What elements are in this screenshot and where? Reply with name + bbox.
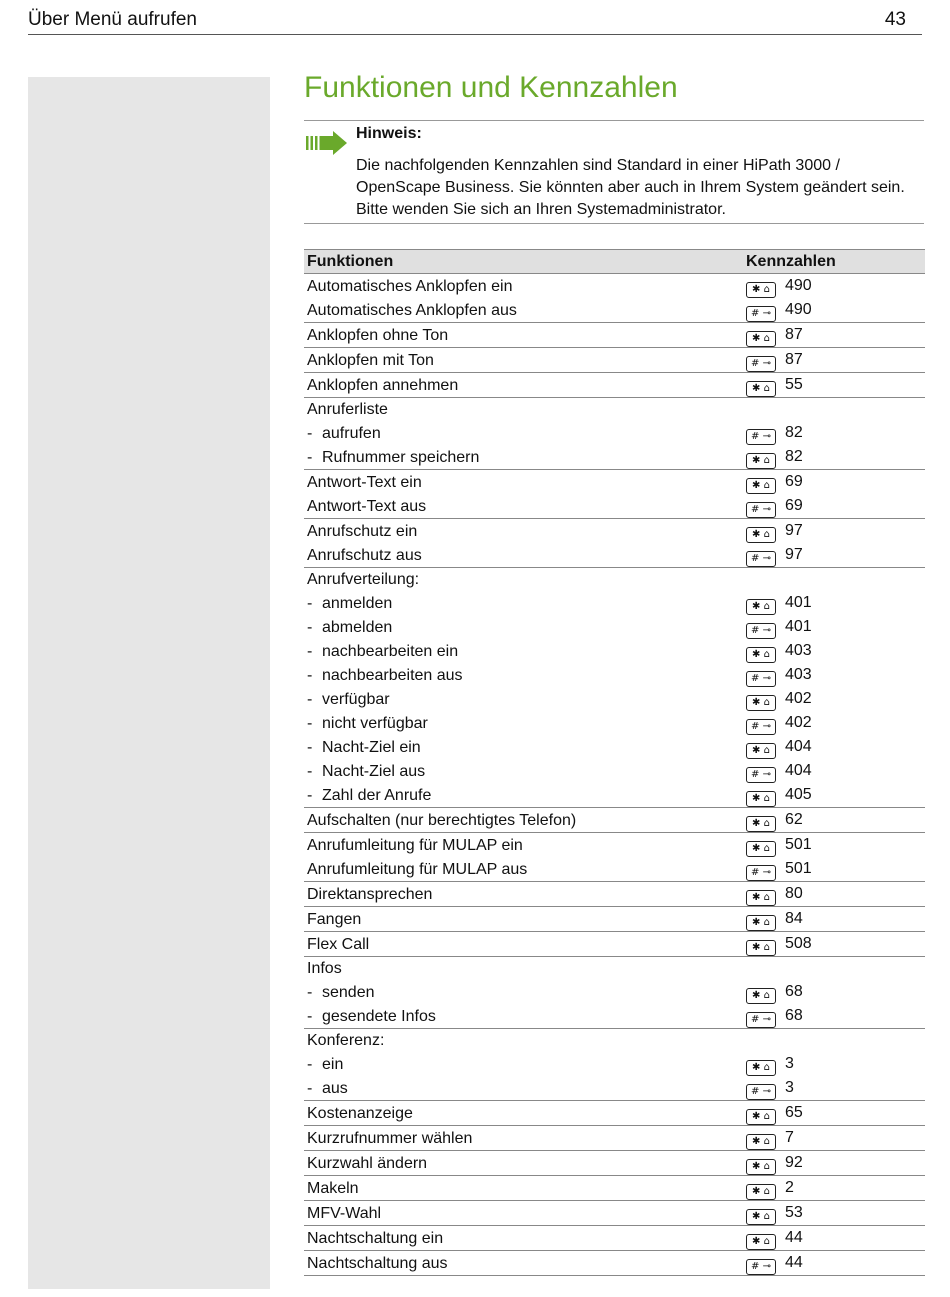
function-cell [304, 663, 743, 687]
function-cell [304, 421, 743, 445]
code-cell [743, 735, 925, 759]
function-label: Flex Call [307, 935, 370, 953]
code-cell [743, 663, 925, 687]
table-row [304, 759, 925, 783]
function-label: verfügbar [322, 690, 390, 708]
code-cell [743, 615, 925, 639]
code-value: 2 [785, 1179, 794, 1196]
hash-key-icon: # ⊸ [746, 767, 776, 783]
code-cell [743, 759, 925, 783]
table-row [304, 687, 925, 711]
table-row [304, 783, 925, 808]
function-cell [304, 1176, 743, 1201]
table-row [304, 323, 925, 348]
star-key-icon: ✱ ⌂ [746, 381, 776, 397]
function-cell [304, 932, 743, 957]
hash-key-icon: # ⊸ [746, 1084, 776, 1100]
function-label: Automatisches Anklopfen aus [307, 301, 517, 319]
table-header-row [304, 250, 925, 274]
star-key-icon: ✱ ⌂ [746, 890, 776, 906]
code-value: 62 [785, 811, 803, 828]
function-label: Anrufumleitung für MULAP aus [307, 860, 528, 878]
code-value: 82 [785, 448, 803, 465]
hash-key-icon: # ⊸ [746, 623, 776, 639]
table-row [304, 1076, 925, 1101]
code-cell [743, 882, 925, 907]
code-cell [743, 421, 925, 445]
function-label: Anklopfen ohne Ton [307, 326, 449, 344]
table-row [304, 398, 925, 422]
table-row [304, 639, 925, 663]
code-value: 404 [785, 738, 812, 755]
function-label: aus [322, 1079, 348, 1097]
code-cell [743, 348, 925, 373]
function-label: Zahl der Anrufe [322, 786, 432, 804]
code-cell [743, 1076, 925, 1101]
table-row [304, 882, 925, 907]
table-row [304, 470, 925, 495]
function-cell [304, 591, 743, 615]
function-label: Anklopfen mit Ton [307, 351, 434, 369]
table-row [304, 1251, 925, 1276]
note-arrow-icon [306, 131, 348, 155]
star-key-icon: ✱ ⌂ [746, 791, 776, 807]
star-key-icon: ✱ ⌂ [746, 743, 776, 759]
star-key-icon: ✱ ⌂ [746, 940, 776, 956]
code-cell [743, 1029, 925, 1053]
code-cell [743, 1251, 925, 1276]
function-cell [304, 470, 743, 495]
function-label: Anrufverteilung: [307, 571, 420, 588]
table-row [304, 1151, 925, 1176]
code-cell [743, 639, 925, 663]
note-box [304, 121, 924, 224]
table-row [304, 1201, 925, 1226]
star-key-icon: ✱ ⌂ [746, 915, 776, 931]
code-cell [743, 808, 925, 833]
code-cell [743, 568, 925, 592]
code-cell [743, 274, 925, 299]
sub-item-dash: - [307, 762, 313, 780]
code-cell [743, 445, 925, 470]
hash-key-icon: # ⊸ [746, 551, 776, 567]
sub-item-dash: - [307, 1007, 313, 1025]
code-value: 87 [785, 351, 803, 368]
table-row [304, 421, 925, 445]
star-key-icon: ✱ ⌂ [746, 695, 776, 711]
column-header-code: Kennzahlen [743, 250, 925, 274]
code-value: 97 [785, 522, 803, 539]
star-key-icon: ✱ ⌂ [746, 1234, 776, 1250]
page-number: 43 [884, 9, 906, 30]
star-key-icon: ✱ ⌂ [746, 841, 776, 857]
table-row [304, 857, 925, 882]
code-value: 65 [785, 1104, 803, 1121]
sub-item-dash: - [307, 738, 313, 756]
code-table [304, 249, 925, 1276]
function-label: MFV-Wahl [307, 1204, 382, 1222]
table-row [304, 1052, 925, 1076]
function-label: Nachtschaltung ein [307, 1229, 444, 1247]
function-label: Nacht-Ziel aus [322, 762, 426, 780]
star-key-icon: ✱ ⌂ [746, 599, 776, 615]
star-key-icon: ✱ ⌂ [746, 647, 776, 663]
table-row [304, 373, 925, 398]
function-cell [304, 298, 743, 323]
code-value: 80 [785, 885, 803, 902]
code-cell [743, 1176, 925, 1201]
function-label: senden [322, 983, 375, 1001]
function-label: Antwort-Text aus [307, 497, 427, 515]
code-value: 3 [785, 1055, 794, 1072]
code-cell [743, 591, 925, 615]
hash-key-icon: # ⊸ [746, 1259, 776, 1275]
code-value: 97 [785, 546, 803, 563]
function-cell [304, 348, 743, 373]
table-row [304, 735, 925, 759]
code-cell [743, 1052, 925, 1076]
function-label: Nachtschaltung aus [307, 1254, 448, 1272]
function-label: Rufnummer speichern [322, 448, 480, 466]
function-cell [304, 519, 743, 544]
function-cell [304, 323, 743, 348]
function-label: Kurzwahl ändern [307, 1154, 428, 1172]
function-cell [304, 1126, 743, 1151]
code-cell [743, 932, 925, 957]
code-value: 69 [785, 497, 803, 514]
star-key-icon: ✱ ⌂ [746, 331, 776, 347]
function-cell [304, 907, 743, 932]
function-cell [304, 711, 743, 735]
table-row [304, 808, 925, 833]
code-value: 402 [785, 714, 812, 731]
function-cell [304, 373, 743, 398]
table-row [304, 494, 925, 519]
table-row [304, 711, 925, 735]
function-label: Infos [307, 960, 342, 977]
table-body [304, 274, 925, 1276]
code-value: 53 [785, 1204, 803, 1221]
code-cell [743, 687, 925, 711]
sub-item-dash: - [307, 642, 313, 660]
code-cell [743, 1126, 925, 1151]
column-header-function: Funktionen [304, 250, 743, 274]
code-value: 401 [785, 594, 812, 611]
section-title: Funktionen und Kennzahlen [304, 68, 924, 121]
function-label: nicht verfügbar [322, 714, 428, 732]
star-key-icon: ✱ ⌂ [746, 478, 776, 494]
code-value: 55 [785, 376, 803, 393]
star-key-icon: ✱ ⌂ [746, 1159, 776, 1175]
hash-key-icon: # ⊸ [746, 1012, 776, 1028]
function-label: Automatisches Anklopfen ein [307, 277, 513, 295]
code-value: 69 [785, 473, 803, 490]
function-cell [304, 1226, 743, 1251]
sub-item-dash: - [307, 618, 313, 636]
table-row [304, 980, 925, 1004]
function-cell [304, 783, 743, 808]
code-value: 7 [785, 1129, 794, 1146]
code-value: 401 [785, 618, 812, 635]
function-cell [304, 1076, 743, 1101]
table-row [304, 957, 925, 981]
note-text: Die nachfolgenden Kennzahlen sind Standard in einer HiPath 3000 / OpenScape Business. Sie könnten aber auch in Ihrem System geändert sein. Bitte wenden Sie sich an Ihren Systemadministrator. [356, 157, 905, 218]
function-cell [304, 759, 743, 783]
function-label: Anklopfen annehmen [307, 376, 459, 394]
code-cell [743, 543, 925, 568]
table-row [304, 833, 925, 858]
function-label: anmelden [322, 594, 393, 612]
code-value: 68 [785, 983, 803, 1000]
code-cell [743, 857, 925, 882]
hash-key-icon: # ⊸ [746, 429, 776, 445]
code-value: 490 [785, 301, 812, 318]
hash-key-icon: # ⊸ [746, 502, 776, 518]
code-value: 490 [785, 277, 812, 294]
sub-item-dash: - [307, 714, 313, 732]
code-cell [743, 298, 925, 323]
star-key-icon: ✱ ⌂ [746, 1184, 776, 1200]
code-value: 508 [785, 935, 812, 952]
function-label: Anrufschutz ein [307, 522, 418, 540]
function-label: Aufschalten (nur berechtigtes Telefon) [307, 811, 577, 829]
function-cell [304, 274, 743, 299]
hash-key-icon: # ⊸ [746, 865, 776, 881]
function-cell [304, 833, 743, 858]
function-cell [304, 957, 743, 981]
table-row [304, 1029, 925, 1053]
code-value: 82 [785, 424, 803, 441]
code-cell [743, 519, 925, 544]
function-label: abmelden [322, 618, 393, 636]
code-cell [743, 1226, 925, 1251]
sub-item-dash: - [307, 786, 313, 804]
function-cell [304, 568, 743, 592]
function-label: Anrufschutz aus [307, 546, 422, 564]
table-row [304, 591, 925, 615]
function-label: Makeln [307, 1179, 359, 1197]
function-cell [304, 398, 743, 422]
code-value: 501 [785, 836, 812, 853]
function-label: aufrufen [322, 424, 381, 442]
function-cell [304, 639, 743, 663]
code-value: 92 [785, 1154, 803, 1171]
star-key-icon: ✱ ⌂ [746, 453, 776, 469]
function-cell [304, 808, 743, 833]
sub-item-dash: - [307, 1079, 313, 1097]
code-value: 44 [785, 1254, 803, 1271]
table-row [304, 1226, 925, 1251]
table-row [304, 445, 925, 470]
function-cell [304, 1052, 743, 1076]
code-cell [743, 1101, 925, 1126]
table-row [304, 298, 925, 323]
code-cell [743, 494, 925, 519]
function-cell [304, 1151, 743, 1176]
code-cell [743, 323, 925, 348]
star-key-icon: ✱ ⌂ [746, 1134, 776, 1150]
page-header [28, 6, 922, 35]
sub-item-dash: - [307, 594, 313, 612]
function-cell [304, 687, 743, 711]
function-cell [304, 1029, 743, 1053]
table-row [304, 274, 925, 299]
table-row [304, 543, 925, 568]
hash-key-icon: # ⊸ [746, 356, 776, 372]
table-row [304, 1101, 925, 1126]
code-cell [743, 1004, 925, 1029]
code-cell [743, 398, 925, 422]
star-key-icon: ✱ ⌂ [746, 1209, 776, 1225]
function-cell [304, 1251, 743, 1276]
star-key-icon: ✱ ⌂ [746, 1060, 776, 1076]
table-row [304, 663, 925, 687]
function-label: Fangen [307, 910, 362, 928]
code-cell [743, 470, 925, 495]
function-label: gesendete Infos [322, 1007, 436, 1025]
code-value: 404 [785, 762, 812, 779]
hash-key-icon: # ⊸ [746, 671, 776, 687]
function-cell [304, 494, 743, 519]
function-cell [304, 735, 743, 759]
table-row [304, 1126, 925, 1151]
code-value: 87 [785, 326, 803, 343]
function-label: Konferenz: [307, 1032, 385, 1049]
code-value: 84 [785, 910, 803, 927]
function-label: Anruferliste [307, 401, 388, 418]
star-key-icon: ✱ ⌂ [746, 527, 776, 543]
table-row [304, 615, 925, 639]
function-label: nachbearbeiten ein [322, 642, 459, 660]
function-label: Kostenanzeige [307, 1104, 413, 1122]
code-value: 405 [785, 786, 812, 803]
function-cell [304, 543, 743, 568]
function-cell [304, 1004, 743, 1029]
code-cell [743, 957, 925, 981]
sub-item-dash: - [307, 1055, 313, 1073]
code-cell [743, 907, 925, 932]
sub-item-dash: - [307, 666, 313, 684]
function-label: Direktansprechen [307, 885, 433, 903]
hash-key-icon: # ⊸ [746, 719, 776, 735]
function-cell [304, 445, 743, 470]
sub-item-dash: - [307, 983, 313, 1001]
function-label: Antwort-Text ein [307, 473, 422, 491]
code-value: 68 [785, 1007, 803, 1024]
function-cell [304, 980, 743, 1004]
main-content [304, 68, 924, 1272]
code-value: 403 [785, 666, 812, 683]
code-cell [743, 783, 925, 808]
margin-column [28, 77, 270, 1289]
table-row [304, 1004, 925, 1029]
sub-item-dash: - [307, 424, 313, 442]
sub-item-dash: - [307, 448, 313, 466]
function-label: ein [322, 1055, 344, 1073]
table-row [304, 907, 925, 932]
code-value: 44 [785, 1229, 803, 1246]
code-cell [743, 980, 925, 1004]
star-key-icon: ✱ ⌂ [746, 1109, 776, 1125]
function-cell [304, 882, 743, 907]
star-key-icon: ✱ ⌂ [746, 988, 776, 1004]
function-cell [304, 857, 743, 882]
code-cell [743, 711, 925, 735]
table-row [304, 1176, 925, 1201]
star-key-icon: ✱ ⌂ [746, 816, 776, 832]
function-label: Kurzrufnummer wählen [307, 1129, 473, 1147]
table-row [304, 932, 925, 957]
code-value: 403 [785, 642, 812, 659]
function-cell [304, 615, 743, 639]
star-key-icon: ✱ ⌂ [746, 282, 776, 298]
function-label: Nacht-Ziel ein [322, 738, 421, 756]
code-cell [743, 833, 925, 858]
table-row [304, 568, 925, 592]
table-row [304, 348, 925, 373]
running-title: Über Menü aufrufen [28, 9, 197, 30]
hash-key-icon: # ⊸ [746, 306, 776, 322]
code-value: 3 [785, 1079, 794, 1096]
function-cell [304, 1101, 743, 1126]
code-cell [743, 1151, 925, 1176]
note-label: Hinweis: [356, 125, 422, 142]
code-cell [743, 373, 925, 398]
sub-item-dash: - [307, 690, 313, 708]
function-label: nachbearbeiten aus [322, 666, 463, 684]
code-value: 501 [785, 860, 812, 877]
function-cell [304, 1201, 743, 1226]
code-cell [743, 1201, 925, 1226]
code-value: 402 [785, 690, 812, 707]
function-label: Anrufumleitung für MULAP ein [307, 836, 523, 854]
table-row [304, 519, 925, 544]
